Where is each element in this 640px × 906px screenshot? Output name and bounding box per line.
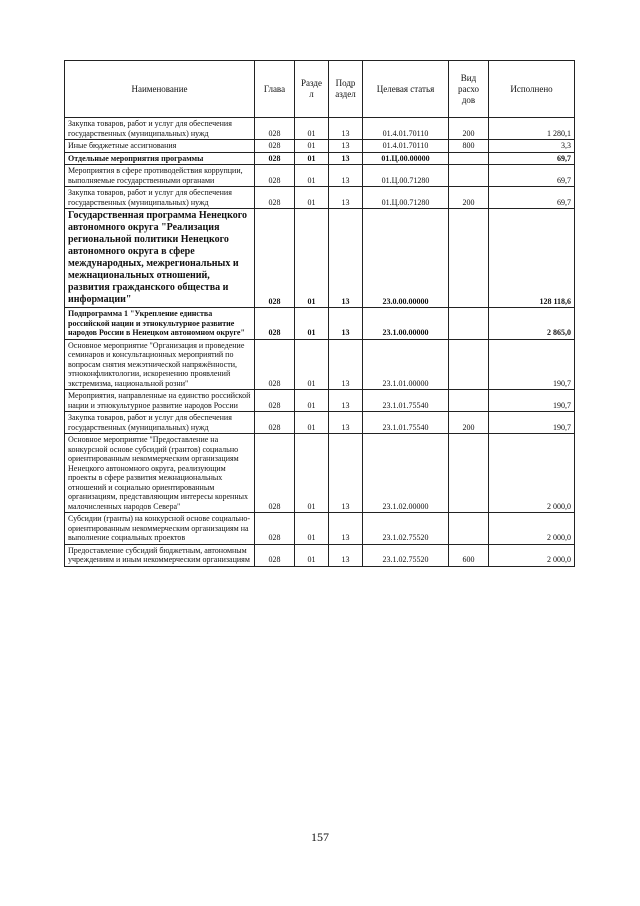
cell-glava: 028 [255,434,295,513]
table-header-row [65,61,575,118]
cell-vid [449,165,489,187]
cell-name: Иные бюджетные ассигнования [65,140,255,153]
table-row [65,339,575,390]
cell-executed: 190,7 [489,390,575,412]
cell-target: 23.1.02.75520 [363,544,449,566]
cell-podrazdel: 13 [329,339,363,390]
cell-target: 23.1.01.00000 [363,339,449,390]
cell-podrazdel: 13 [329,140,363,153]
cell-target: 01.Ц.00.00000 [363,152,449,165]
cell-razdel: 01 [295,434,329,513]
cell-glava: 028 [255,152,295,165]
header-glava: Глава [255,61,295,118]
cell-target: 23.1.01.75540 [363,412,449,434]
table-row [65,140,575,153]
header-razdel: Разде л [295,61,329,118]
cell-vid [449,339,489,390]
cell-target: 23.1.00.00000 [363,308,449,340]
cell-glava: 028 [255,390,295,412]
cell-target: 01.4.01.70110 [363,118,449,140]
cell-name: Государственная программа Ненецкого автономного округа "Реализация региональной политики Ненецкого автономного округа в сфере международных, межрегиональных и межнациональных отношений, развития гражданского общества и информации" [65,209,255,308]
cell-podrazdel: 13 [329,187,363,209]
table-row [65,187,575,209]
cell-razdel: 01 [295,140,329,153]
cell-glava: 028 [255,513,295,545]
cell-vid [449,209,489,308]
cell-vid [449,152,489,165]
cell-glava: 028 [255,209,295,308]
header-target: Целевая статья [363,61,449,118]
table-row [65,434,575,513]
cell-vid: 600 [449,544,489,566]
table-row [65,308,575,340]
cell-glava: 028 [255,544,295,566]
cell-executed: 190,7 [489,339,575,390]
cell-glava: 028 [255,165,295,187]
table-row [65,513,575,545]
cell-name: Мероприятия, направленные на единство российской нации и этнокультурное развитие народов России [65,390,255,412]
cell-razdel: 01 [295,308,329,340]
cell-razdel: 01 [295,412,329,434]
cell-glava: 028 [255,187,295,209]
cell-executed: 2 000,0 [489,513,575,545]
cell-razdel: 01 [295,544,329,566]
cell-name: Закупка товаров, работ и услуг для обеспечения государственных (муниципальных) нужд [65,187,255,209]
cell-target: 23.1.01.75540 [363,390,449,412]
cell-vid: 200 [449,412,489,434]
cell-name: Субсидии (гранты) на конкурсной основе социально-ориентированным некоммерческим организациям на выполнение социальных проектов [65,513,255,545]
table-row [65,412,575,434]
cell-name: Подпрограмма 1 "Укрепление единства российской нации и этнокультурное развитие народов России в Ненецком автономном округе" [65,308,255,340]
cell-glava: 028 [255,118,295,140]
cell-vid: 200 [449,187,489,209]
cell-glava: 028 [255,412,295,434]
cell-target: 01.Ц.00.71280 [363,187,449,209]
cell-executed: 2 865,0 [489,308,575,340]
cell-vid [449,308,489,340]
cell-razdel: 01 [295,339,329,390]
cell-vid [449,390,489,412]
cell-target: 23.1.02.00000 [363,434,449,513]
cell-vid [449,434,489,513]
cell-executed: 69,7 [489,165,575,187]
cell-target: 01.Ц.00.71280 [363,165,449,187]
cell-executed: 1 280,1 [489,118,575,140]
cell-name: Закупка товаров, работ и услуг для обеспечения государственных (муниципальных) нужд [65,412,255,434]
cell-target: 01.4.01.70110 [363,140,449,153]
cell-razdel: 01 [295,187,329,209]
cell-podrazdel: 13 [329,544,363,566]
cell-razdel: 01 [295,209,329,308]
cell-podrazdel: 13 [329,152,363,165]
cell-vid: 200 [449,118,489,140]
cell-executed: 69,7 [489,187,575,209]
table-row [65,152,575,165]
cell-vid: 800 [449,140,489,153]
cell-name: Основное мероприятие "Организация и проведение семинаров и консультационных мероприятий по вопросам снятия межэтнической напряжённости, этноконфликтологии, искоренению проявлений экстремизма, национальной розни" [65,339,255,390]
cell-podrazdel: 13 [329,165,363,187]
table-row [65,165,575,187]
cell-executed: 69,7 [489,152,575,165]
header-vid: Вид расхо дов [449,61,489,118]
cell-executed: 190,7 [489,412,575,434]
cell-podrazdel: 13 [329,513,363,545]
table-row [65,118,575,140]
page-number: 157 [311,830,329,844]
table-row [65,390,575,412]
cell-executed: 2 000,0 [489,434,575,513]
cell-name: Закупка товаров, работ и услуг для обеспечения государственных (муниципальных) нужд [65,118,255,140]
cell-target: 23.0.00.00000 [363,209,449,308]
cell-executed: 2 000,0 [489,544,575,566]
cell-podrazdel: 13 [329,434,363,513]
cell-name: Основное мероприятие "Предоставление на конкурсной основе субсидий (грантов) социально ориентированным некоммерческим организациям Ненецкого автономного округа, реализующим проекты в сфере развития межнациональных отношений и социально ориентированным организациям, представляющим интересы коренных малочисленных народов Севера" [65,434,255,513]
cell-name: Отдельные мероприятия программы [65,152,255,165]
cell-executed: 3,3 [489,140,575,153]
cell-vid [449,513,489,545]
header-executed: Исполнено [489,61,575,118]
table-row [65,209,575,308]
cell-razdel: 01 [295,152,329,165]
cell-razdel: 01 [295,118,329,140]
cell-podrazdel: 13 [329,118,363,140]
table-body [65,118,575,567]
cell-name: Предоставление субсидий бюджетным, автономным учреждениям и иным некоммерческим организациям [65,544,255,566]
cell-glava: 028 [255,140,295,153]
cell-executed: 128 118,6 [489,209,575,308]
cell-name: Мероприятия в сфере противодействия коррупции, выполняемые государственными органами [65,165,255,187]
cell-podrazdel: 13 [329,308,363,340]
table-row [65,544,575,566]
cell-razdel: 01 [295,513,329,545]
cell-razdel: 01 [295,390,329,412]
cell-podrazdel: 13 [329,209,363,308]
budget-table [64,60,575,567]
cell-glava: 028 [255,308,295,340]
header-podrazdel: Подр аздел [329,61,363,118]
cell-glava: 028 [255,339,295,390]
cell-target: 23.1.02.75520 [363,513,449,545]
header-name: Наименование [65,61,255,118]
cell-podrazdel: 13 [329,412,363,434]
cell-razdel: 01 [295,165,329,187]
cell-podrazdel: 13 [329,390,363,412]
